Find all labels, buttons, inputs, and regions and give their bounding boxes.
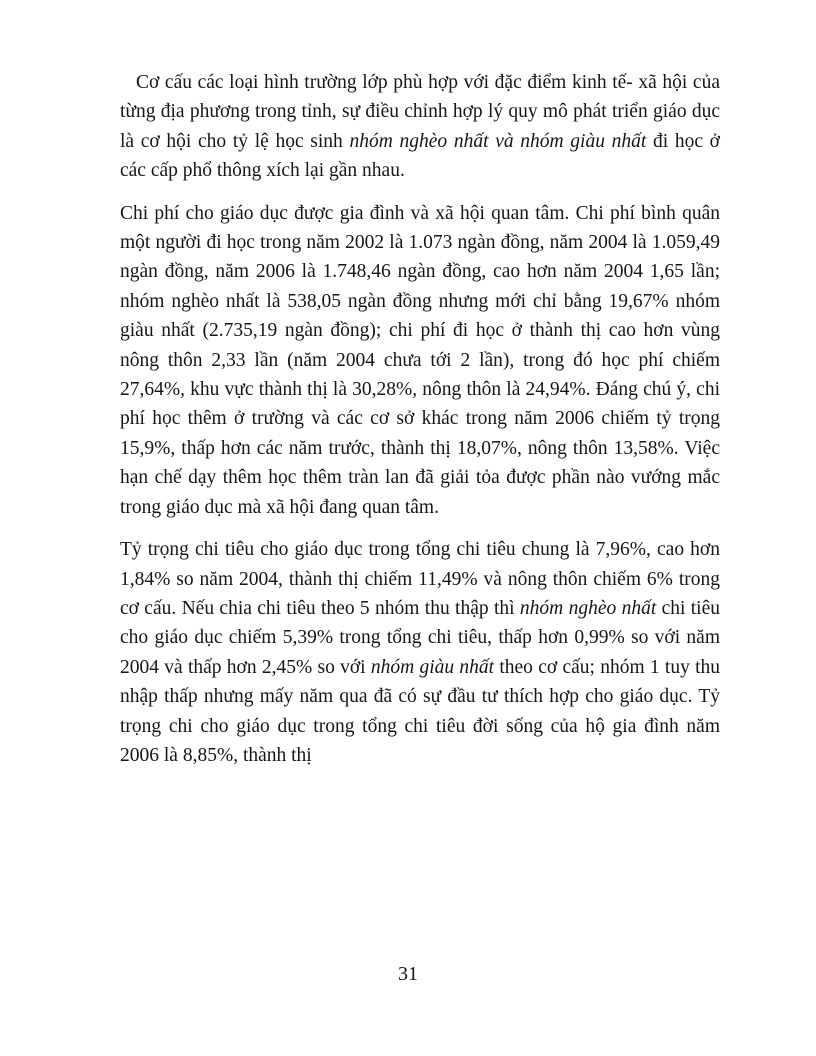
paragraph-1 (120, 68, 720, 186)
italic-run: nhóm nghèo nhất và nhóm giàu nhất (349, 130, 647, 152)
italic-run: nhóm nghèo nhất (519, 597, 657, 619)
italic-run: nhóm giàu nhất (370, 656, 495, 678)
text-run: đi học ở các cấp phổ thông xích lại gần nhau. (120, 130, 720, 182)
text-run: Cơ cấu các loại hình trường lớp phù hợp với đặc điểm kinh tế- xã hội của từng địa phương trong tỉnh, sự điều chỉnh hợp lý quy mô phát triển giáo dục là cơ hội cho tỷ lệ học sinh (120, 72, 720, 152)
body-text (120, 68, 720, 770)
paragraph-3 (120, 535, 720, 770)
text-run: Chi phí cho giáo dục được gia đình và xã hội quan tâm. Chi phí bình quân một người đi học trong năm 2002 là 1.073 ngàn đồng, năm 2004 là 1.059,49 ngàn đồng, năm 2006 là 1.748,46 ngàn đồng, cao hơn năm 2004 1,65 lần; nhóm nghèo nhất là 538,05 ngàn đồng nhưng mới chỉ bằng 19,67% nhóm giàu nhất (2.735,19 ngàn đồng); chi phí đi học ở thành thị cao hơn vùng nông thôn 2,33 lần (năm 2004 chưa tới 2 lần), trong đó học phí chiếm 27,64%, khu vực thành thị là 30,28%, nông thôn là 24,94%. Đáng chú ý, chi phí học thêm ở trường và các cơ sở khác trong năm 2006 chiếm tỷ trọng 15,9%, thấp hơn các năm trước, thành thị 18,07%, nông thôn 13,58%. Việc hạn chế dạy thêm học thêm tràn lan đã giải tỏa được phần nào vướng mắc trong giáo dục mà xã hội đang quan tâm. (120, 202, 720, 518)
text-run: theo cơ cấu; nhóm 1 tuy thu nhập thấp nhưng mấy năm qua đã có sự đầu tư thích hợp cho giáo dục. Tỷ trọng chi cho giáo dục trong tổng chi tiêu đời sống của hộ gia đình năm 2006 là 8,85%, thành thị (120, 656, 721, 766)
text-run: Tỷ trọng chi tiêu cho giáo dục trong tổng chi tiêu chung là 7,96%, cao hơn 1,84% so năm 2004, thành thị chiếm 11,49% và nông thôn chiếm 6% trong cơ cấu. Nếu chia chi tiêu theo 5 nhóm thu thập thì (120, 539, 720, 619)
paragraph-2 (120, 199, 720, 522)
text-run: chi tiêu cho giáo dục chiếm 5,39% trong tổng chi tiêu, thấp hơn 0,99% so với năm 2004 và thấp hơn 2,45% so với (120, 597, 721, 678)
page-number: 31 (398, 963, 418, 985)
